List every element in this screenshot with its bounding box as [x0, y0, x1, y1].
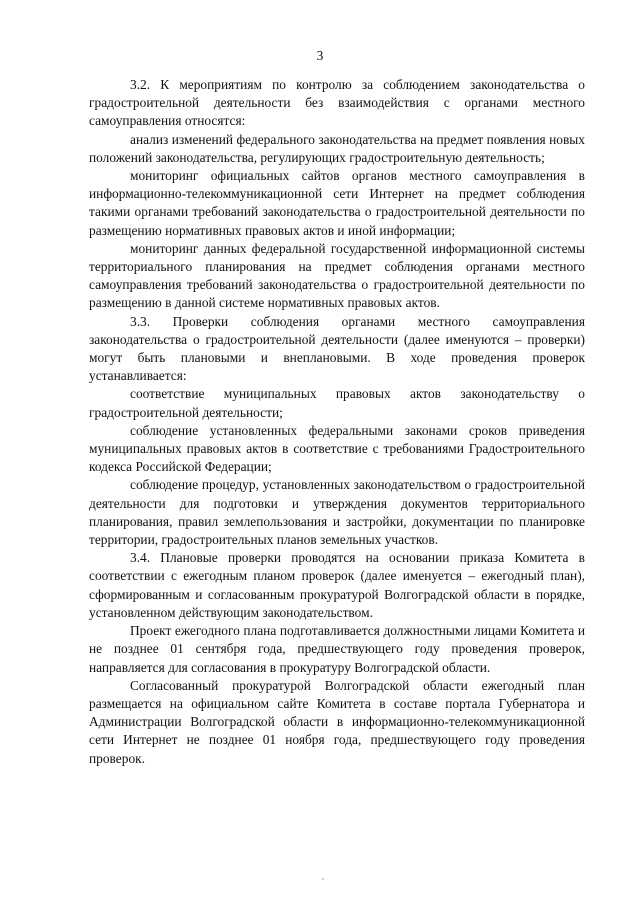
paragraph-procedures-compliance: соблюдение процедур, установленных законодательством о градостроительной деятельности для подготовки и утверждения документов территориального планирования, правил землепользования и застройки, документации по планировке территории, градостроительных планов земельных участков. [89, 477, 585, 548]
paragraph-acts-compliance: соответствие муниципальных правовых актов законодательству о градостроительной деятельности; [89, 386, 585, 420]
document-body [89, 76, 585, 768]
paragraph-3-2: 3.2. К мероприятиям по контролю за соблюдением законодательства о градостроительной деятельности без взаимодействия с органами местного самоуправления относятся: [89, 77, 585, 129]
paragraph-website-monitoring: мониторинг официальных сайтов органов местного самоуправления в информационно-телекоммуникационной сети Интернет на предмет соблюдения такими органами требований законодательства о градостроительной деятельности по размещению нормативных правовых актов и иной информации; [89, 168, 585, 238]
paragraph-plan-publication: Согласованный прокуратурой Волгоградской области ежегодный план размещается на официальном сайте Комитета в составе портала Губернатора и Администрации Волгоградской области в информационно-телекоммуникационной сети Интернет не позднее 01 ноября года, предшествующего году проведения проверок. [89, 677, 585, 766]
paragraph-3-4: 3.4. Плановые проверки проводятся на основании приказа Комитета в соответствии с ежегодным планом проверок (далее именуется – ежегодный план), сформированным и согласованным прокуратурой Волгоградской области в порядке, установленном действующим законодательством. [89, 550, 585, 620]
page-number: 3 [316, 48, 324, 63]
scan-speck [322, 878, 324, 880]
paragraph-3-3: 3.3. Проверки соблюдения органами местного самоуправления законодательства о градостроительной деятельности (далее именуются – проверки) могут быть плановыми и внеплановыми. В ходе проведения проверок устанавливается: [89, 313, 585, 384]
paragraph-fgis-monitoring: мониторинг данных федеральной государственной информационной системы территориального планирования на предмет соблюдения органами местного самоуправления требований законодательства о градостроительной деятельности по размещению в данной системе нормативных правовых актов. [89, 240, 585, 311]
paragraph-deadlines-compliance: соблюдение установленных федеральными законами сроков приведения муниципальных правовых актов в соответствие с требованиями Градостроительного кодекса Российской Федерации; [89, 422, 585, 475]
paragraph-plan-draft: Проект ежегодного плана подготавливается должностными лицами Комитета и не позднее 01 сентября года, предшествующего году проведения проверок, направляется для согласования в прокуратуру Волгоградской области. [89, 623, 585, 675]
paragraph-legislation-analysis: анализ изменений федерального законодательства на предмет появления новых положений законодательства, регулирующих градостроительную деятельность; [89, 131, 585, 165]
